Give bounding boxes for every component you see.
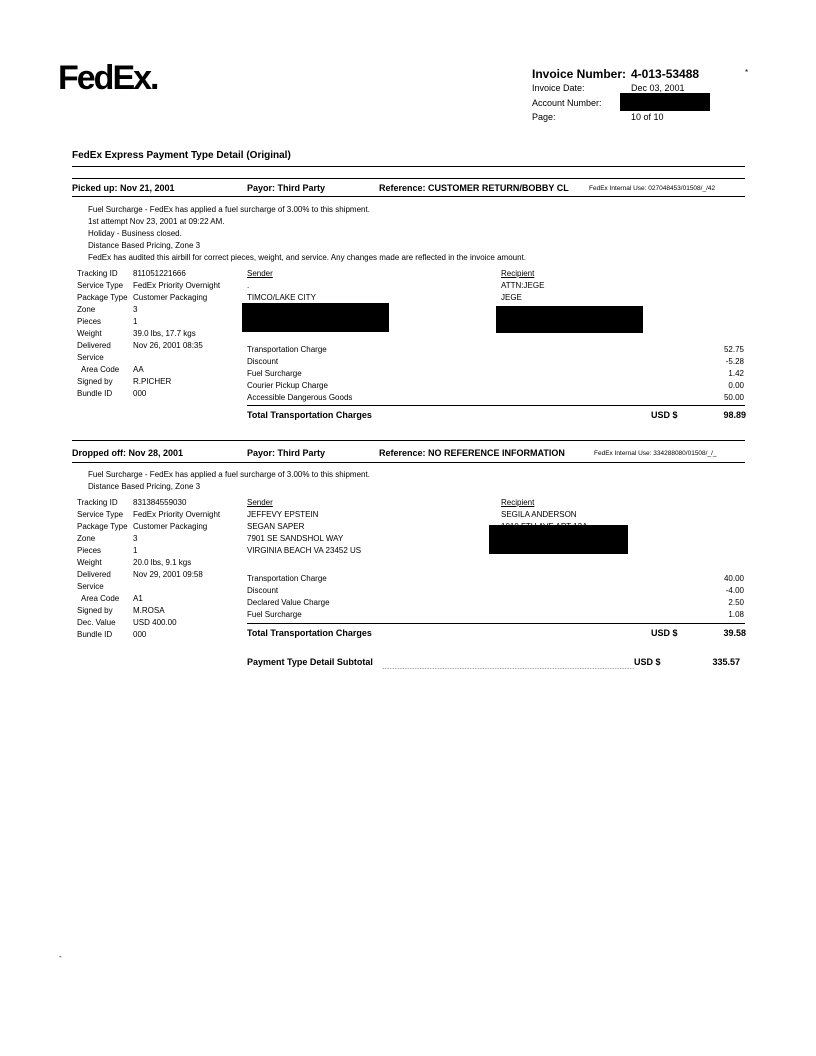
shipment-1-note: Distance Based Pricing, Zone 3 — [88, 241, 201, 250]
shipment-2-internal-use: FedEx Internal Use: 334288080/01508/_/_ — [594, 450, 717, 457]
detail-label: Signed by — [77, 606, 113, 615]
shipment-2-note: Fuel Surcharge - FedEx has applied a fuel surcharge of 3.00% to this shipment. — [88, 470, 370, 479]
detail-label: Pieces — [77, 546, 102, 555]
charge-label: Fuel Surcharge — [247, 369, 302, 378]
detail-label: Zone — [77, 534, 96, 543]
corner-mark: * — [745, 68, 749, 77]
shipment-2-payor: Payor: Third Party — [247, 448, 326, 458]
charge-amount: -4.00 — [725, 586, 744, 595]
detail-value: 000 — [133, 630, 147, 639]
charge-label: Fuel Surcharge — [247, 610, 302, 619]
shipment-2-reference: Reference: NO REFERENCE INFORMATION — [379, 448, 565, 458]
title-rule — [72, 166, 745, 167]
detail-value: FedEx Priority Overnight — [133, 281, 221, 290]
shipment-1-payor: Payor: Third Party — [247, 183, 326, 193]
detail-label: Area Code — [77, 365, 120, 374]
fedex-logo — [58, 58, 157, 98]
shipment-1-note: FedEx has audited this airbill for correct pieces, weight, and service. Any changes made are reflected in the invoice amount. — [88, 253, 527, 262]
page-value: 10 of 10 — [631, 112, 664, 122]
detail-label: Service Type — [77, 510, 124, 519]
shipment-1-reference: Reference: CUSTOMER RETURN/BOBBY CL — [379, 183, 569, 193]
subtotal-label: Payment Type Detail Subtotal — [247, 657, 373, 667]
invoice-number: 4-013-53488 — [631, 67, 700, 81]
detail-label: Service — [77, 353, 104, 362]
charge-label: Courier Pickup Charge — [247, 381, 328, 390]
detail-value: Customer Packaging — [133, 522, 208, 531]
total-label: Total Transportation Charges — [247, 410, 372, 420]
sender-line: TIMCO/LAKE CITY — [247, 293, 316, 302]
detail-value: Customer Packaging — [133, 293, 208, 302]
shipment-2-header-rule — [72, 462, 745, 463]
shipment-1-total-rule — [247, 405, 745, 406]
shipment-2-note: Distance Based Pricing, Zone 3 — [88, 482, 201, 491]
detail-label: Pieces — [77, 317, 102, 326]
detail-value: AA — [133, 365, 144, 374]
sender-heading: Sender — [247, 269, 273, 278]
invoice-number-label: Invoice Number: — [532, 67, 627, 81]
detail-label: Package Type — [77, 522, 128, 531]
detail-value: 811051221666 — [133, 269, 186, 278]
detail-value: 3 — [133, 305, 138, 314]
invoice-date-label: Invoice Date: — [532, 83, 585, 93]
recipient-address-redaction — [496, 306, 643, 333]
charge-amount: 1.42 — [728, 369, 744, 378]
shipment-1-header-rule — [72, 196, 745, 197]
charge-amount: -5.28 — [725, 357, 744, 366]
detail-label: Delivered — [77, 570, 111, 579]
charge-label: Discount — [247, 357, 279, 366]
recipient-address-redaction — [489, 525, 628, 554]
detail-value: M.ROSA — [133, 606, 165, 615]
total-currency: USD $ — [651, 628, 678, 638]
total-currency: USD $ — [651, 410, 678, 420]
charge-amount: 50.00 — [723, 393, 744, 402]
sender-heading: Sender — [247, 498, 273, 507]
page-label: Page: — [532, 112, 556, 122]
recipient-line: JEGE — [501, 293, 522, 302]
charge-label: Transportation Charge — [247, 574, 327, 583]
detail-label: Delivered — [77, 341, 111, 350]
detail-value: 20.0 lbs, 9.1 kgs — [133, 558, 192, 567]
detail-label: Tracking ID — [77, 498, 118, 507]
charge-label: Discount — [247, 586, 279, 595]
shipment-1-note: 1st attempt Nov 23, 2001 at 09:22 AM. — [88, 217, 225, 226]
total-label: Total Transportation Charges — [247, 628, 372, 638]
sender-line: SEGAN SAPER — [247, 522, 305, 531]
shipment-1-event: Picked up: Nov 21, 2001 — [72, 183, 175, 193]
detail-label: Package Type — [77, 293, 128, 302]
footer-mark: - — [59, 952, 62, 961]
shipment-1-internal-use: FedEx Internal Use: 027048453/01508/_/42 — [589, 185, 716, 192]
sender-line: 7901 SE SANDSHOL WAY — [247, 534, 344, 543]
detail-value: Nov 26, 2001 08:35 — [133, 341, 203, 350]
shipment-1-note: Fuel Surcharge - FedEx has applied a fuel surcharge of 3.00% to this shipment. — [88, 205, 370, 214]
detail-label: Weight — [77, 558, 102, 567]
detail-label: Tracking ID — [77, 269, 118, 278]
detail-label: Weight — [77, 329, 102, 338]
detail-value: Nov 29, 2001 09:58 — [133, 570, 203, 579]
charge-amount: 40.00 — [723, 574, 744, 583]
detail-value: USD 400.00 — [133, 618, 177, 627]
charge-amount: 0.00 — [728, 381, 744, 390]
detail-label: Service Type — [77, 281, 124, 290]
charge-label: Accessible Dangerous Goods — [247, 393, 353, 402]
shipment-1-top-rule — [72, 178, 745, 179]
detail-label: Service — [77, 582, 104, 591]
sender-address-redaction — [242, 303, 389, 332]
detail-label: Bundle ID — [77, 389, 113, 398]
recipient-heading: Recipient — [501, 498, 535, 507]
recipient-line: ATTN:JEGE — [501, 281, 545, 290]
fedex-logo-text: FedEx. — [58, 59, 158, 97]
detail-value: 1 — [133, 546, 138, 555]
detail-label: Signed by — [77, 377, 113, 386]
detail-label: Area Code — [77, 594, 120, 603]
subtotal-leader-dots — [382, 657, 634, 669]
sender-line: JEFFEVY EPSTEIN — [247, 510, 319, 519]
detail-value: 831384559030 — [133, 498, 187, 507]
section-title: FedEx Express Payment Type Detail (Original) — [72, 150, 291, 161]
total-amount: 98.89 — [723, 410, 746, 420]
shipment-1-note: Holiday - Business closed. — [88, 229, 182, 238]
recipient-heading: Recipient — [501, 269, 535, 278]
detail-label: Zone — [77, 305, 96, 314]
charge-amount: 52.75 — [723, 345, 744, 354]
charge-amount: 2.50 — [728, 598, 744, 607]
sender-line: VIRGINIA BEACH VA 23452 US — [247, 546, 362, 555]
recipient-line: SEGILA ANDERSON — [501, 510, 577, 519]
detail-value: 1 — [133, 317, 138, 326]
detail-label: Dec. Value — [77, 618, 116, 627]
sender-line: . — [247, 281, 250, 290]
detail-label: Bundle ID — [77, 630, 113, 639]
detail-value: 39.0 lbs, 17.7 kgs — [133, 329, 196, 338]
invoice-date: Dec 03, 2001 — [631, 83, 685, 93]
account-number-label: Account Number: — [532, 98, 602, 108]
charge-label: Transportation Charge — [247, 345, 327, 354]
detail-value: FedEx Priority Overnight — [133, 510, 221, 519]
shipment-2-total-rule — [247, 623, 745, 624]
detail-value: R.PICHER — [133, 377, 172, 386]
charge-label: Declared Value Charge — [247, 598, 330, 607]
detail-value: 3 — [133, 534, 138, 543]
detail-value: 000 — [133, 389, 147, 398]
detail-value: A1 — [133, 594, 143, 603]
account-number-redaction — [620, 93, 710, 111]
subtotal-currency: USD $ — [634, 657, 661, 667]
shipment-2-top-rule — [72, 440, 745, 441]
charge-amount: 1.08 — [728, 610, 744, 619]
subtotal-amount: 335.57 — [712, 657, 740, 667]
shipment-2-event: Dropped off: Nov 28, 2001 — [72, 448, 184, 458]
total-amount: 39.58 — [723, 628, 746, 638]
